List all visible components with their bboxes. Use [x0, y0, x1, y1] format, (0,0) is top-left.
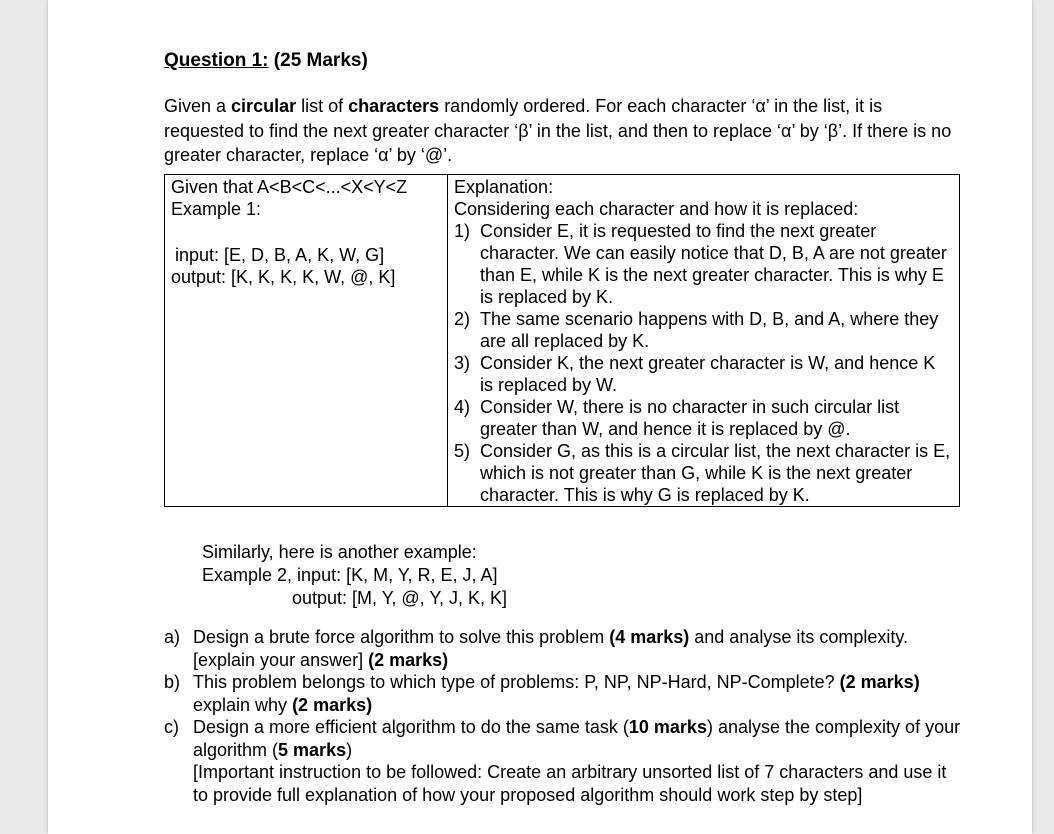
- example-cell: [165, 175, 448, 507]
- step-number: 1): [454, 221, 471, 241]
- part-text: ) analyse the complexity of your algorithm (: [193, 717, 961, 760]
- part-text: and analyse its complexity. [explain your answer]: [193, 627, 909, 670]
- list-item: [454, 220, 953, 308]
- part-marks: (2 marks): [368, 649, 449, 670]
- step-text: The same scenario happens with D, B, and A, where they are all replaced by K.: [480, 309, 939, 351]
- intro-text: Given a: [164, 96, 232, 116]
- intro-text: randomly ordered. For each character ‘α’ in the list, it is requested to find the next greater character ‘β’ in the list, and then to replace ‘α’ by ‘β’. If there is no greater character, replace ‘α’ by ‘@’.: [164, 96, 952, 165]
- explanation-cell: [448, 175, 960, 507]
- part-label: c): [164, 717, 179, 737]
- part-marks: (4 marks): [609, 627, 690, 647]
- explanation-title: Explanation:: [454, 177, 554, 197]
- list-item: [454, 396, 953, 440]
- part-marks: 10 marks: [628, 717, 707, 737]
- part-text: explain why: [193, 694, 293, 715]
- explanation-steps: [454, 220, 953, 506]
- step-text: Consider K, the next greater character is W, and hence K is replaced by W.: [480, 353, 936, 395]
- intro-text: list of: [296, 96, 349, 116]
- problem-statement: [164, 94, 954, 168]
- example-io: [171, 244, 441, 288]
- step-number: 5): [454, 441, 471, 461]
- example-input: input: [E, D, B, A, K, W, G]: [175, 245, 385, 265]
- part-label: a): [164, 627, 181, 647]
- step-number: 2): [454, 309, 471, 329]
- part-label: b): [164, 672, 181, 692]
- example-2-intro: Similarly, here is another example:: [202, 542, 477, 562]
- part-c: [164, 716, 964, 806]
- step-number: 3): [454, 353, 471, 373]
- question-title: [164, 50, 368, 72]
- step-text: Consider W, there is no character in such circular list greater than W, and hence it is replaced by @.: [480, 397, 900, 439]
- intro-bold-circular: circular: [231, 96, 297, 116]
- part-text: This problem belongs to which type of problems: P, NP, NP-Hard, NP-Complete?: [193, 672, 840, 692]
- part-text: Design a more efficient algorithm to do the same task (: [193, 717, 629, 737]
- part-text: ): [346, 739, 353, 760]
- question-number: Question 1:: [164, 50, 269, 71]
- step-text: Consider E, it is requested to find the next greater character. We can easily notice that D, B, A are not greater than E, while K is the next greater character. This is why E is replaced by K.: [480, 221, 947, 307]
- part-marks: 5 marks: [278, 739, 347, 760]
- question-marks: (25 Marks): [268, 50, 368, 71]
- list-item: [454, 440, 953, 506]
- example-2: [202, 541, 507, 610]
- part-a: [164, 626, 964, 671]
- step-number: 4): [454, 397, 471, 417]
- example-output: output: [K, K, K, K, W, @, K]: [171, 267, 396, 287]
- example-label: Example 1:: [171, 199, 262, 219]
- ordering-note: Given that A<B<C<...<X<Y<Z: [171, 177, 408, 197]
- document-page: [48, 0, 1032, 834]
- example-2-input: Example 2, input: [K, M, Y, R, E, J, A]: [202, 565, 498, 585]
- question-parts: [164, 626, 964, 806]
- example-table: [164, 174, 960, 507]
- part-b: [164, 671, 964, 716]
- step-text: Consider G, as this is a circular list, the next character is E, which is not greater than G, while K is the next greater character. This is why G is replaced by K.: [480, 441, 951, 505]
- explanation-intro: Considering each character and how it is replaced:: [454, 199, 859, 219]
- important-instruction: [Important instruction to be followed: Create an arbitrary unsorted list of 7 characters and use it to provide full explanation of how your proposed algorithm should work step by step]: [193, 762, 947, 805]
- part-marks: (2 marks): [839, 672, 920, 692]
- intro-bold-characters: characters: [348, 96, 440, 116]
- part-marks: (2 marks): [292, 694, 373, 715]
- list-item: [454, 352, 953, 396]
- example-2-output: output: [M, Y, @, Y, J, K, K]: [292, 588, 508, 608]
- part-text: Design a brute force algorithm to solve this problem: [193, 627, 610, 647]
- list-item: [454, 308, 953, 352]
